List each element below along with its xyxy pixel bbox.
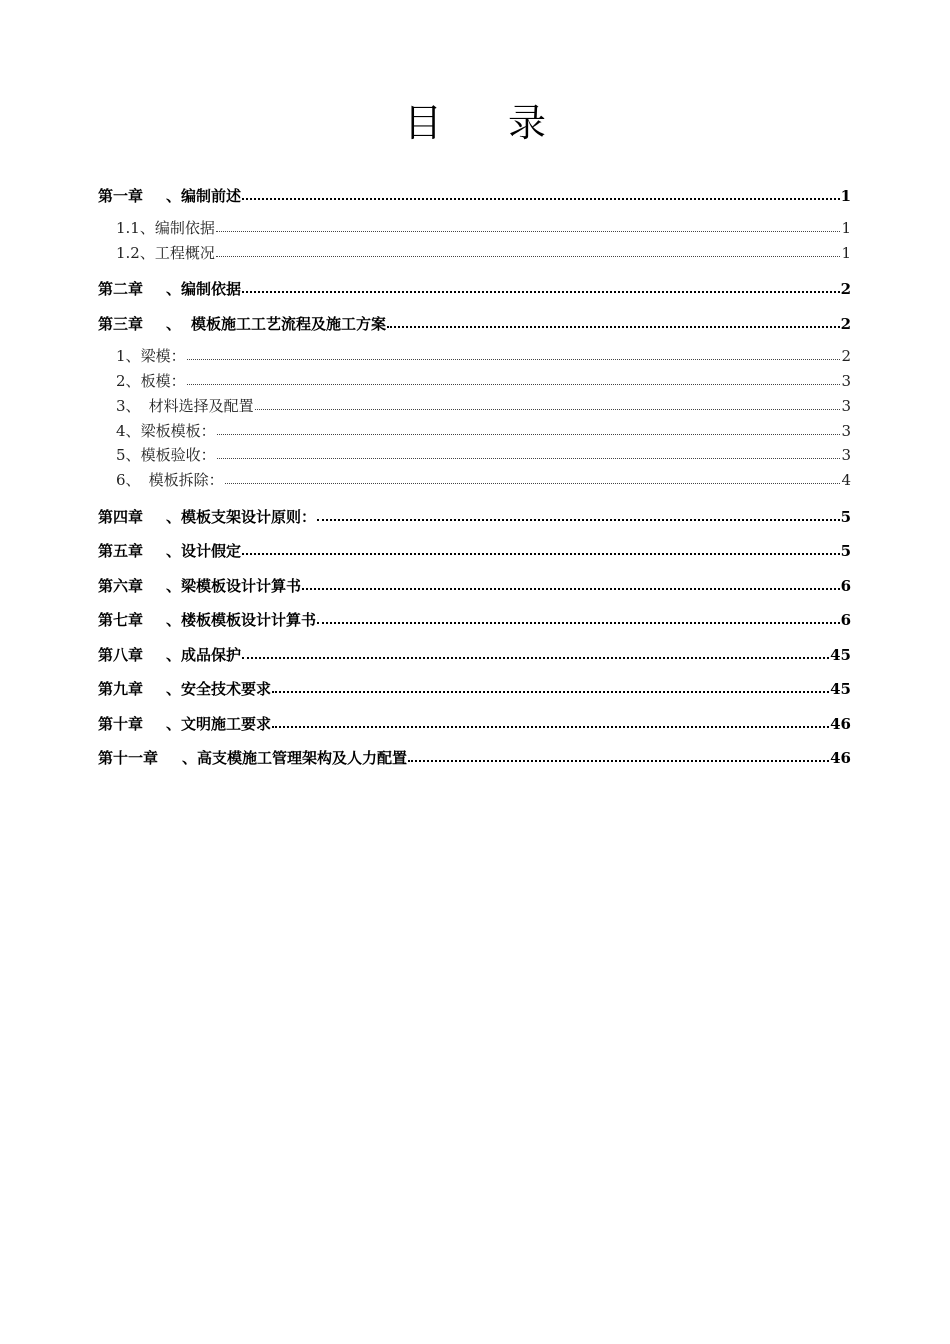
toc-entry-text: 编制前述 (181, 187, 242, 205)
toc-entry-separator: 、 (166, 314, 182, 333)
toc-entry-text: 安全技术要求 (181, 680, 272, 699)
toc-entry-text: 板模： (140, 371, 186, 390)
toc-entry-separator: 、 (125, 471, 141, 490)
toc-entry-text: 模板验收： (140, 446, 216, 465)
toc-entry-section-3-6[interactable] (98, 468, 851, 503)
toc-entry-separator: 、 (166, 280, 182, 299)
toc-entry-page: 3 (841, 371, 851, 390)
toc-entry-chapter-6[interactable] (98, 572, 851, 607)
toc-entry-label (116, 216, 215, 240)
toc-entry-page: 3 (841, 446, 851, 465)
toc-entry-label (98, 641, 241, 669)
toc-entry-page: 6 (840, 611, 851, 630)
toc-entry-page: 5 (840, 507, 851, 526)
toc-entry-page: 4 (841, 471, 851, 490)
toc-entry-separator: 、 (125, 371, 141, 390)
toc-entry-chapter-5[interactable] (98, 537, 851, 572)
toc-entry-number: 1.1 (116, 219, 140, 237)
toc-entry-section-1-1[interactable] (98, 216, 851, 241)
dot-leader (242, 541, 840, 556)
toc-entry-page: 45 (830, 645, 851, 664)
toc-entry-label (98, 275, 241, 303)
toc-entry-text: 编制依据 (181, 280, 242, 299)
toc-entry-section-3-5[interactable] (98, 443, 851, 468)
dot-leader (216, 218, 841, 233)
toc-entry-label (98, 675, 271, 703)
toc-entry-label (98, 537, 241, 565)
toc-entry-separator: 、 (125, 446, 141, 465)
toc-entry-page: 5 (840, 542, 851, 561)
table-of-contents (98, 182, 851, 779)
toc-entry-number: 第十一章 (98, 749, 159, 768)
toc-entry-number: 3 (116, 396, 126, 415)
toc-entry-number: 1.2 (116, 243, 140, 262)
toc-entry-label (116, 241, 215, 265)
toc-entry-page: 3 (841, 396, 851, 415)
toc-entry-page: 1 (840, 187, 851, 205)
toc-entry-number: 6 (116, 471, 126, 490)
toc-entry-label (98, 572, 301, 600)
dot-leader (187, 346, 841, 361)
toc-entry-section-3-3[interactable] (98, 394, 851, 419)
dot-leader (216, 243, 841, 258)
toc-entry-label (98, 710, 271, 738)
dot-leader (187, 371, 841, 386)
dot-leader (387, 314, 840, 329)
dot-leader (272, 679, 829, 694)
toc-entry-label (98, 310, 386, 338)
toc-entry-separator: 、 (166, 611, 182, 630)
toc-entry-chapter-2[interactable] (98, 275, 851, 310)
dot-leader (242, 186, 840, 201)
toc-entry-separator: 、 (125, 421, 141, 440)
toc-entry-text: 工程概况 (154, 243, 215, 262)
toc-entry-label (116, 344, 186, 368)
toc-entry-number: 第三章 (98, 314, 144, 333)
toc-entry-number: 第十章 (98, 714, 144, 733)
toc-entry-page: 1 (841, 219, 851, 237)
toc-entry-label (116, 443, 216, 467)
toc-entry-label (116, 369, 186, 393)
dot-leader (242, 279, 840, 294)
toc-entry-label (98, 182, 241, 210)
toc-title-char-1: 目 (403, 101, 442, 145)
toc-entry-text: 编制依据 (154, 219, 215, 237)
toc-entry-separator: 、 (125, 346, 141, 365)
dot-leader (317, 507, 840, 522)
toc-entry-number: 第五章 (98, 542, 144, 561)
toc-entry-chapter-4[interactable] (98, 503, 851, 538)
toc-entry-text: 成品保护 (181, 645, 242, 664)
toc-title (0, 98, 950, 148)
dot-leader (255, 396, 841, 411)
toc-entry-separator: 、 (166, 680, 182, 699)
toc-entry-text: 设计假定 (181, 542, 242, 561)
toc-entry-separator: 、 (166, 542, 182, 561)
toc-title-char-2: 录 (508, 101, 547, 145)
toc-entry-chapter-8[interactable] (98, 641, 851, 676)
toc-entry-label (98, 606, 316, 634)
toc-entry-label (98, 503, 316, 531)
toc-entry-chapter-1[interactable] (98, 182, 851, 216)
toc-entry-number: 第二章 (98, 280, 144, 299)
toc-entry-chapter-9[interactable] (98, 675, 851, 710)
toc-entry-chapter-7[interactable] (98, 606, 851, 641)
toc-entry-text: 高支模施工管理架构及人力配置 (197, 749, 408, 768)
toc-entry-label (116, 468, 224, 492)
toc-entry-separator: 、 (182, 749, 198, 768)
toc-entry-text: 模板施工工艺流程及施工方案 (191, 314, 387, 333)
toc-entry-page: 46 (830, 714, 851, 733)
dot-leader (272, 714, 829, 729)
toc-entry-text: 文明施工要求 (181, 714, 272, 733)
toc-entry-separator: 、 (166, 576, 182, 595)
toc-entry-section-3-2[interactable] (98, 369, 851, 394)
toc-entry-text: 梁板模板： (140, 421, 216, 440)
toc-entry-page: 3 (841, 421, 851, 440)
toc-entry-separator: 、 (166, 187, 182, 205)
toc-entry-separator: 、 (139, 219, 155, 237)
toc-entry-number: 1 (116, 346, 126, 365)
dot-leader (217, 445, 841, 460)
toc-entry-separator: 、 (166, 714, 182, 733)
toc-entry-page: 45 (830, 680, 851, 699)
toc-entry-number: 第六章 (98, 576, 144, 595)
toc-entry-label (98, 744, 407, 772)
toc-entry-text: 模板支架设计原则： (181, 507, 317, 526)
dot-leader (317, 610, 840, 625)
toc-entry-number: 第一章 (98, 187, 144, 205)
toc-entry-number: 第八章 (98, 645, 144, 664)
toc-entry-separator: 、 (139, 243, 155, 262)
toc-entry-separator: 、 (125, 396, 141, 415)
toc-entry-section-3-4[interactable] (98, 419, 851, 444)
toc-entry-number: 第四章 (98, 507, 144, 526)
dot-leader (242, 645, 829, 660)
dot-leader (217, 421, 841, 436)
toc-entry-text: 梁模板设计计算书 (181, 576, 302, 595)
toc-entry-number: 2 (116, 371, 126, 390)
toc-entry-chapter-3[interactable] (98, 310, 851, 344)
toc-entry-separator: 、 (166, 645, 182, 664)
toc-entry-text: 模板拆除： (148, 471, 224, 490)
toc-entry-number: 第七章 (98, 611, 144, 630)
toc-entry-page: 2 (840, 280, 851, 299)
toc-entry-page: 46 (830, 749, 851, 768)
toc-entry-text: 楼板模板设计计算书 (181, 611, 317, 630)
toc-entry-page: 2 (841, 346, 851, 365)
dot-leader (408, 748, 829, 763)
toc-entry-separator: 、 (166, 507, 182, 526)
toc-entry-chapter-11[interactable] (98, 744, 851, 779)
toc-entry-number: 第九章 (98, 680, 144, 699)
toc-entry-label (116, 419, 216, 443)
dot-leader (225, 470, 841, 485)
toc-entry-text: 材料选择及配置 (148, 396, 254, 415)
toc-entry-page: 1 (841, 243, 851, 262)
toc-entry-section-3-1[interactable] (98, 344, 851, 369)
toc-entry-chapter-10[interactable] (98, 710, 851, 745)
toc-entry-page: 6 (840, 576, 851, 595)
toc-entry-page: 2 (840, 314, 851, 333)
toc-entry-text: 梁模： (140, 346, 186, 365)
toc-entry-section-1-2[interactable] (98, 241, 851, 276)
toc-entry-number: 4 (116, 421, 126, 440)
toc-entry-label (116, 394, 254, 418)
toc-entry-number: 5 (116, 446, 126, 465)
dot-leader (302, 576, 840, 591)
